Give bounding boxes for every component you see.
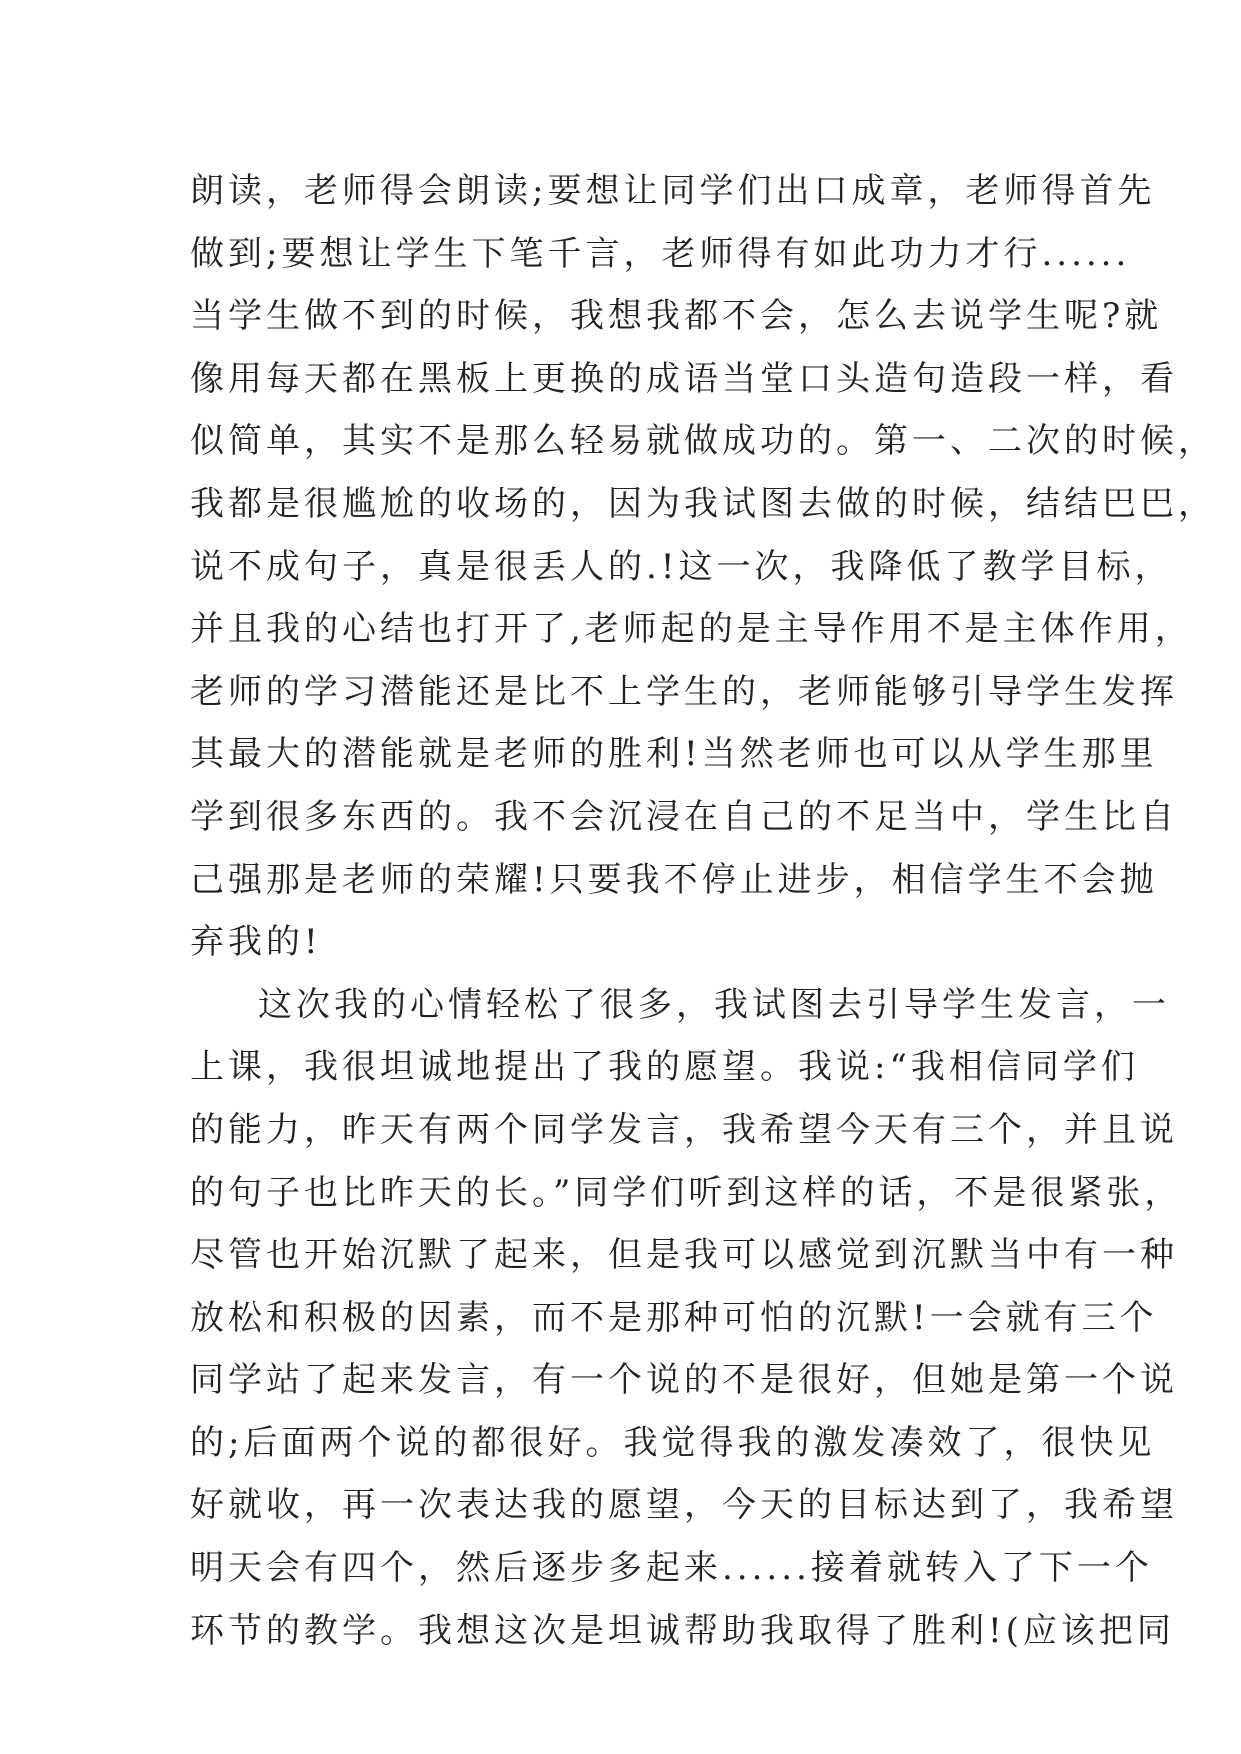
text-line: 其最大的潜能就是老师的胜利!当然老师也可以从学生那里	[190, 734, 1158, 775]
text-line: 做到;要想让学生下笔千言，老师得有如此功力才行......	[190, 233, 1131, 274]
text-line: 尽管也开始沉默了起来，但是我可以感觉到沉默当中有一种	[190, 1235, 1178, 1276]
text-line: 学到很多东西的。我不会沉浸在自己的不足当中，学生比自	[190, 796, 1178, 837]
text-line: 老师的学习潜能还是比不上学生的，老师能够引导学生发挥	[190, 671, 1178, 712]
paragraph-start-line: 这次我的心情轻松了很多，我试图去引导学生发言，一	[258, 984, 1170, 1025]
text-line: 说不成句子，真是很丢人的.!这一次，我降低了教学目标，	[190, 546, 1173, 587]
text-line: 的;后面两个说的都很好。我觉得我的激发凑效了，很快见	[190, 1422, 1156, 1463]
text-line: 的句子也比昨天的长。”同学们听到这样的话，不是很紧张，	[190, 1172, 1183, 1213]
text-line: 己强那是老师的荣耀!只要我不停止进步，相信学生不会抛	[190, 859, 1158, 900]
text-line: 像用每天都在黑板上更换的成语当堂口头造句造段一样，看	[190, 358, 1178, 399]
text-line: 好就收，再一次表达我的愿望，今天的目标达到了，我希望	[190, 1485, 1178, 1526]
text-line: 似简单，其实不是那么轻易就做成功的。第一、二次的时候，	[190, 421, 1216, 462]
text-line: 弃我的!	[190, 922, 322, 963]
body-text	[190, 160, 1216, 1662]
text-line: 当学生做不到的时候，我想我都不会，怎么去说学生呢?就	[190, 296, 1163, 337]
text-line: 明天会有四个，然后逐步多起来......接着就转入了下一个	[190, 1548, 1153, 1589]
text-line: 并且我的心结也打开了,老师起的是主导作用不是主体作用，	[190, 609, 1193, 650]
text-line: 朗读，老师得会朗读;要想让同学们出口成章，老师得首先	[190, 171, 1156, 211]
text-line: 环节的教学。我想这次是坦诚帮助我取得了胜利!(应该把同	[190, 1610, 1175, 1651]
text-line: 同学站了起来发言，有一个说的不是很好，但她是第一个说	[190, 1360, 1178, 1401]
text-line: 上课，我很坦诚地提出了我的愿望。我说:“我相信同学们	[190, 1047, 1139, 1088]
text-line: 我都是很尴尬的收场的，因为我试图去做的时候，结结巴巴，	[190, 483, 1216, 524]
text-line: 的能力，昨天有两个同学发言，我希望今天有三个，并且说	[190, 1109, 1178, 1150]
text-line: 放松和积极的因素，而不是那种可怕的沉默!一会就有三个	[190, 1297, 1158, 1338]
